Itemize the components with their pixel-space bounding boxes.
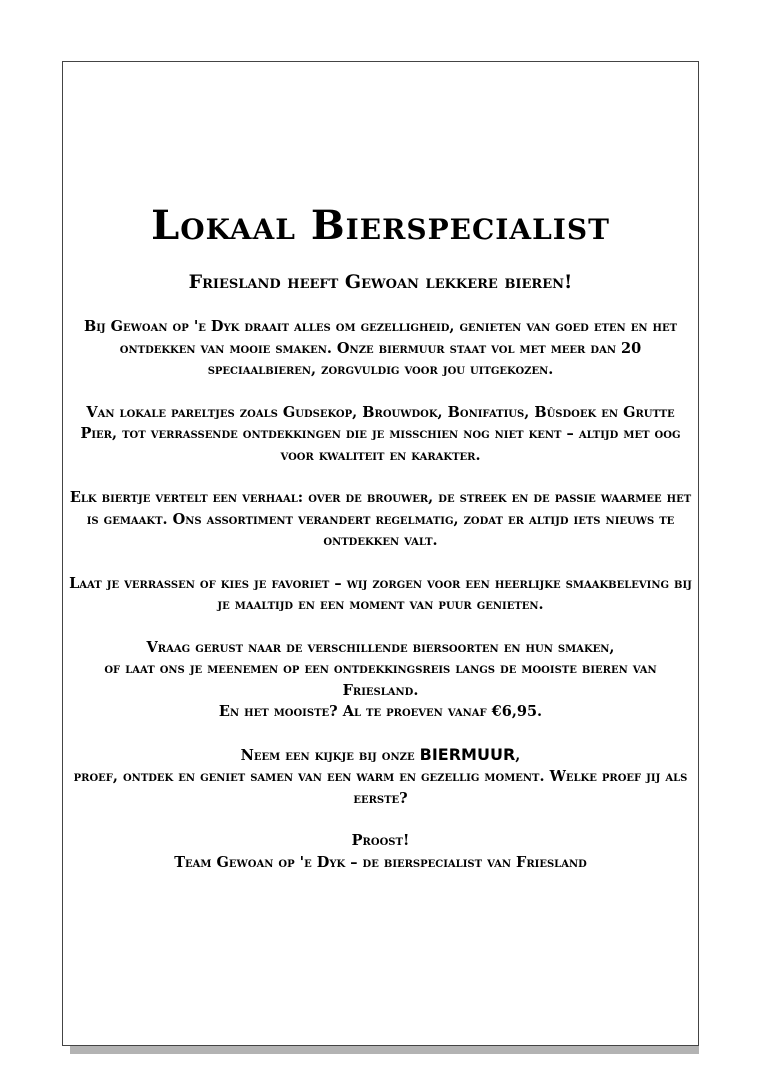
paragraph-favorite: Laat je verrassen of kies je favoriet – wij zorgen voor een heerlijke smaakbeleving bij je maaltijd en een moment van puur genieten.: [69, 574, 692, 613]
ask-line-1: Vraag gerust naar de verschillende biersoorten en hun smaken,: [146, 638, 615, 656]
document-content: [63, 202, 698, 873]
paragraph-biermuur: [68, 744, 693, 810]
biermuur-emphasis: BIERMUUR: [419, 744, 516, 764]
ask-line-2: of laat ons je meenemen op een ontdekkingsreis langs de mooiste bieren van Friesland.: [104, 660, 657, 699]
paragraph-intro: Bij Gewoan op 'e Dyk draait alles om gezelligheid, genieten van goed eten en het ontdekken van mooie smaken. Onze biermuur staat vol met meer dan 20 speciaalbieren, zorgvuldig voor jou uitgekozen.: [83, 318, 678, 378]
biermuur-suffix: ,: [515, 746, 521, 764]
paragraph-ask: [68, 637, 693, 723]
document-page: [62, 61, 699, 1046]
closing-signature: Team Gewoan op 'e Dyk – de bierspecialist van Friesland: [174, 853, 587, 871]
closing-line-1: Proost!: [351, 832, 410, 849]
page-subtitle: Friesland heeft Gewoan lekkere bieren!: [188, 271, 573, 293]
paragraph-local-beers: Van lokale pareltjes zoals Gudsekop, Brouwdok, Bonifatius, Bûsdoek en Grutte Pier, tot verrassende ontdekkingen die je misschien nog niet kent – altijd met oog voor kwaliteit en karakter.: [80, 403, 681, 464]
biermuur-line-2: proef, ontdek en geniet samen van een warm en gezellig moment. Welke proef jij als eerste?: [73, 768, 688, 807]
biermuur-prefix: Neem een kijkje bij onze: [240, 746, 420, 764]
price-line: En het mooiste? Al te proeven vanaf €6,95.: [218, 703, 543, 720]
page-title: Lokaal Bierspecialist: [151, 202, 610, 249]
paragraph-story: Elk biertje vertelt een verhaal: over de brouwer, de streek en de passie waarmee het is gemaakt. Ons assortiment verandert regelmatig, zodat er altijd iets nieuws te ontdekken valt.: [69, 489, 692, 549]
biermuur-line: [68, 744, 693, 767]
closing: [68, 830, 693, 873]
